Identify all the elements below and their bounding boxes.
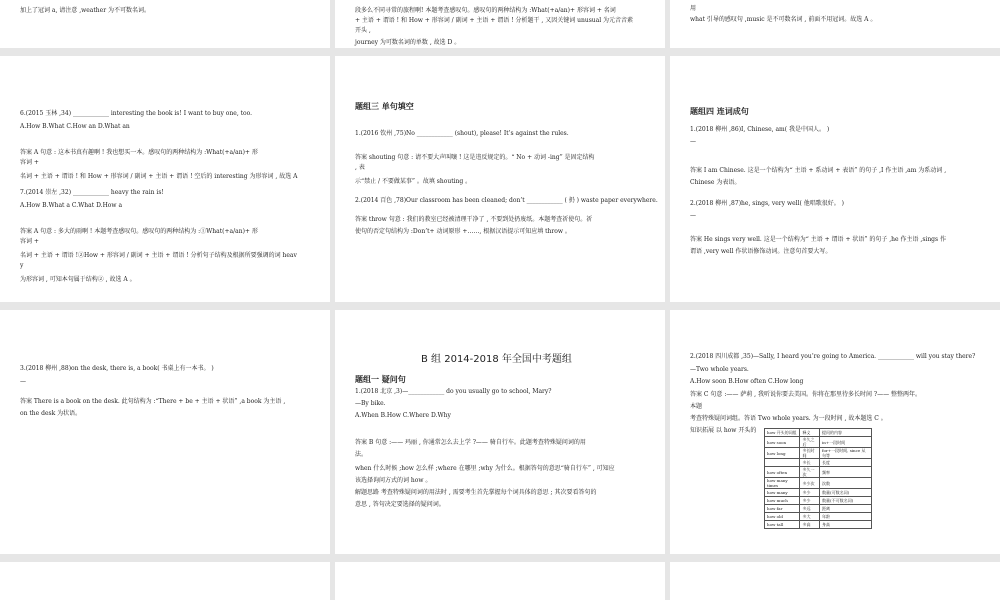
- table-cell: 数量(不可数名词): [820, 497, 872, 505]
- table-cell: 多大: [800, 513, 820, 521]
- answer-1: 答案 I am Chinese. 这是一个结构为“ 主语 + 系动词 + 表语” 的句子 ,I 作主语 ,am 为系动词 ,: [690, 167, 947, 174]
- table-cell: 提问的内容: [820, 429, 872, 437]
- table-cell: 身高: [820, 521, 872, 529]
- answer-6: 容词 +: [20, 159, 39, 166]
- page-9: [670, 310, 1000, 554]
- answer-blank: —: [20, 378, 26, 385]
- table-cell: 年龄: [820, 513, 872, 521]
- answer-blank: —: [690, 138, 696, 145]
- table-cell: 距离: [820, 505, 872, 513]
- table-row: [765, 513, 872, 521]
- answer-1: when 什么时候 ;how 怎么样 ;where 在哪里 ;why 为什么。根据答句的意思“骑自行车” , 可知应: [355, 465, 615, 472]
- table-cell: 多高: [800, 521, 820, 529]
- question-2: 2.(2018 柳州 ,87)he, sings, very well( 他唱歌很好。 ): [690, 200, 844, 207]
- table-cell: 频率: [820, 467, 872, 478]
- table-cell: for+一段时间, since 从句等: [820, 448, 872, 459]
- table-row: [765, 448, 872, 459]
- table-cell: 多远: [800, 505, 820, 513]
- section-title: 题组三 单句填空: [355, 102, 414, 111]
- options-1: A.When B.How C.Where D.Why: [355, 412, 451, 419]
- answer-1: 答案 B 句意 :—— 玛丽 , 你通常怎么去上学 ?—— 骑自行车。此题考查特殊疑问词的用: [355, 439, 586, 446]
- page-8: [335, 310, 665, 554]
- text-line: 加上了冠词 a, 请注意 ,weather 为不可数名词。: [20, 7, 150, 14]
- table-cell: 多长: [800, 459, 820, 467]
- table-cell: how old: [765, 513, 800, 521]
- table-cell: 多少: [800, 497, 820, 505]
- answer-1: Chinese 为表语。: [690, 179, 741, 186]
- options-6: A.How B.What C.How an D.What an: [20, 123, 130, 130]
- page-2: [335, 0, 665, 48]
- table-row: [765, 459, 872, 467]
- table-row: [765, 497, 872, 505]
- table-row: [765, 478, 872, 489]
- answer-1: 解题思路 考查特殊疑问词的用法时 , 需要考生首先掌握每个词具体的意思 ; 其次要看答句的: [355, 489, 597, 496]
- options-7: A.How B.What a C.What D.How a: [20, 202, 123, 209]
- table-row: [765, 489, 872, 497]
- table-cell: [765, 459, 800, 467]
- text-line: 开头 ,: [355, 27, 371, 34]
- table-cell: how long: [765, 448, 800, 459]
- page-1: [0, 0, 330, 48]
- question-1: 1.(2018 北京 ,3)—____________ do you usually go to school, Mary?: [355, 388, 552, 395]
- page-11: [335, 562, 665, 600]
- page-10: [0, 562, 330, 600]
- answer-1: , 表: [355, 164, 365, 171]
- text-line: 用: [690, 5, 697, 12]
- answer-3: on the desk 为状语。: [20, 410, 82, 417]
- section-title: 题组四 连词成句: [690, 107, 749, 116]
- table-cell: in+一段时间: [820, 437, 872, 448]
- table-cell: how tall: [765, 521, 800, 529]
- page-12: [670, 562, 1000, 600]
- text-line: what 引导的感叹句 ,music 是不可数名词 , 前面不用冠词。故选 A 。: [690, 16, 877, 23]
- answer-7: 答案 A 句意 : 多大的雨啊 ! 本题考查感叹句。感叹句的两种结构为 :①What(+a/an)+ 形: [20, 228, 258, 235]
- answer-6: 答案 A 句意 : 这本书真有趣啊 ! 我也想买一本。感叹句的两种结构为 :What(+a/an)+ 形: [20, 149, 258, 156]
- table-cell: how much: [765, 497, 800, 505]
- table-row: [765, 521, 872, 529]
- table-row: [765, 429, 872, 437]
- question-6: 6.(2015 玉林 ,34) ____________ interesting the book is! I want to buy one, too.: [20, 110, 253, 117]
- table-row: [765, 437, 872, 448]
- question-2: 2.(2018 四川成都 ,35)—Sally, I heard you’re going to America. ____________ will you stay there?: [690, 353, 976, 360]
- answer-1: 示“禁止 / 不要做某事” 。故填 shouting 。: [355, 178, 472, 185]
- table-cell: how many: [765, 489, 800, 497]
- answer-2: 答案 He sings very well. 这是一个结构为“ 主语 + 谓语 + 状语” 的句子 ,he 作主语 ,sings 作: [690, 236, 947, 243]
- table-cell: 多久之后: [800, 437, 820, 448]
- how-phrases-table: [764, 428, 872, 529]
- answer-3: 答案 There is a book on the desk. 此句结构为 :“There + be + 主语 + 状语” ,a book 为主语 ,: [20, 398, 286, 405]
- table-cell: how soon: [765, 437, 800, 448]
- table-cell: 次数: [820, 478, 872, 489]
- answer-2: 答案 throw 句意 : 我们的教室已经被清理干净了 , 不要到处扔废纸。本题考查祈使句。祈: [355, 216, 593, 223]
- answer-2: 谓语 ,very well 作状语修饰动词。注意句首要大写。: [690, 248, 832, 255]
- question-1-reply: —By bike.: [355, 400, 386, 407]
- question-3: 3.(2018 柳州 ,88)on the desk, there is, a book( 书桌上有一本书。 ): [20, 365, 214, 372]
- answer-1: 答案 shouting 句意 : 请不要大声叫嚷 ! 这是违反规定的。“ No + 动词 -ing” 是固定结构: [355, 154, 595, 161]
- page-6: [670, 56, 1000, 302]
- table-cell: how often: [765, 467, 800, 478]
- page-5: [335, 56, 665, 302]
- table-cell: 多少次: [800, 478, 820, 489]
- answer-6: 名词 + 主语 + 谓语 ! 和 How + 形容词 / 副词 + 主语 + 谓语 ! 空后的 interesting 为形容词 , 故选 A: [20, 173, 298, 180]
- table-cell: 数量(可数名词): [820, 489, 872, 497]
- table-cell: 释义: [800, 429, 820, 437]
- answer-7: 容词 +: [20, 238, 39, 245]
- table-cell: 长度: [820, 459, 872, 467]
- answer-blank: —: [690, 212, 696, 219]
- answer-1: 法。: [355, 451, 368, 458]
- answer-7: 为形容词 , 可知本句属于结构② , 故选 A 。: [20, 276, 136, 283]
- options-2: A.How soon B.How often C.How long: [690, 378, 804, 385]
- table-cell: how 开头的词组: [765, 429, 800, 437]
- page-4: [0, 56, 330, 302]
- table-cell: 多长时间: [800, 448, 820, 459]
- answer-1: 该选择询问方式的词 how 。: [355, 477, 432, 484]
- group-heading: B 组 2014-2018 年全国中考题组: [421, 354, 572, 365]
- question-1: 1.(2016 钦州 ,75)No ____________ (shout), please! It’s against the rules.: [355, 130, 569, 137]
- answer-2: 考查特殊疑问词组。答语 Two whole years. 为一段时间 , 故本题选 C 。: [690, 415, 887, 422]
- table-cell: 多少: [800, 489, 820, 497]
- question-1: 1.(2018 柳州 ,86)I, Chinese, am( 我是中国人。 ): [690, 126, 830, 133]
- page-7: [0, 310, 330, 554]
- question-2-reply: —Two whole years.: [690, 366, 749, 373]
- table-cell: 多久一次: [800, 467, 820, 478]
- answer-2: 答案 C 句意 :—— 萨莉 , 我听说你要去美国。你将在那里待多长时间 ?—— 整整两年。: [690, 391, 921, 398]
- question-2: 2.(2014 百色 ,78)Our classroom has been cleaned; don’t ____________ ( 扔 ) waste paper everywhere.: [355, 197, 658, 204]
- text-line: + 主语 + 谓语 ! 和 How + 形容词 / 副词 + 主语 + 谓语 ! 分析题干 , 又因关键词 unusual 为元音音素: [355, 17, 634, 24]
- answer-2: 知识拓展 以 how 开头的: [690, 427, 757, 434]
- answer-1: 意思 , 答句决定要选择的疑问词。: [355, 501, 445, 508]
- answer-7: y: [20, 262, 24, 269]
- section-title: 题组一 疑问句: [355, 375, 406, 384]
- table-cell: how many times: [765, 478, 800, 489]
- table-row: [765, 505, 872, 513]
- answer-2: 使句的否定句结构为 :Don’t+ 动词原形 +……, 根据汉语提示可知应填 throw 。: [355, 228, 571, 235]
- text-line: journey 为可数名词的单数 , 故选 D 。: [355, 39, 461, 46]
- answer-7: 名词 + 主语 + 谓语 !②How + 形容词 / 副词 + 主语 + 谓语 ! 分析句子结构及根据所要强调的词 heav: [20, 252, 297, 259]
- table-cell: how far: [765, 505, 800, 513]
- answer-2: 本题: [690, 403, 703, 410]
- text-line: 段多么不同寻常的旅程啊! 本题考查感叹句。感叹句的两种结构为 :What(+a/an)+ 形容词 + 名词: [355, 7, 616, 14]
- page-3: [670, 0, 1000, 48]
- question-7: 7.(2014 崇左 ,32) ____________ heavy the rain is!: [20, 189, 164, 196]
- table-row: [765, 467, 872, 478]
